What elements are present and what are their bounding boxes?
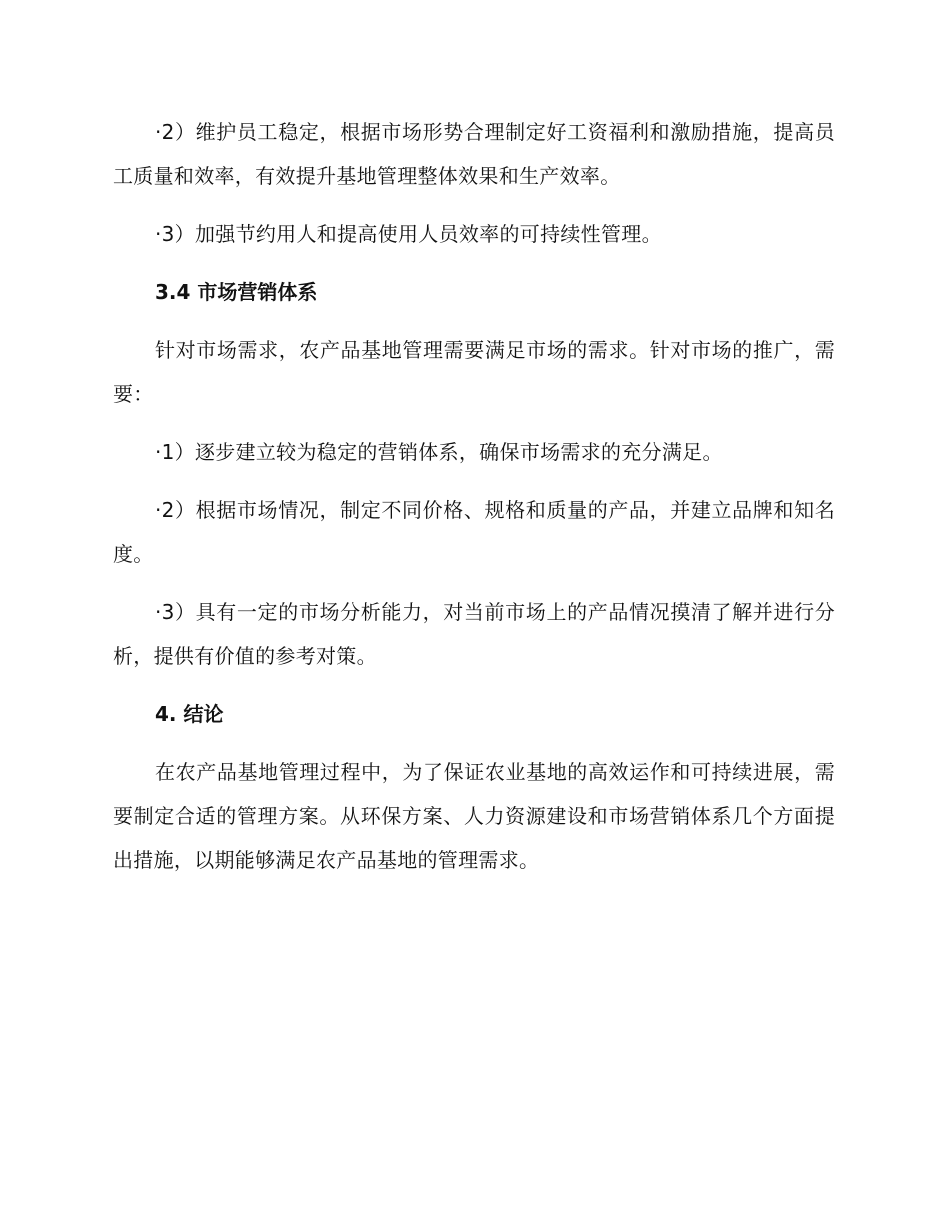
list-item-staff-stability: ·2）维护员工稳定，根据市场形势合理制定好工资福利和激励措施，提高员工质量和效率，有效提升基地管理整体效果和生产效率。 [113,120,835,188]
list-item-staff-efficiency: ·3）加强节约用人和提高使用人员效率的可持续性管理。 [155,222,662,246]
list-item-market-analysis: ·3）具有一定的市场分析能力，对当前市场上的产品情况摸清了解并进行分析，提供有价值的参考对策。 [113,600,835,668]
list-item-product-brand: ·2）根据市场情况，制定不同价格、规格和质量的产品，并建立品牌和知名度。 [113,498,835,566]
list-item-marketing-system: ·1）逐步建立较为稳定的营销体系，确保市场需求的充分满足。 [155,440,723,464]
document-body [113,110,835,896]
paragraph-marketing-intro: 针对市场需求，农产品基地管理需要满足市场的需求。针对市场的推广，需要： [113,338,835,406]
paragraph-conclusion: 在农产品基地管理过程中，为了保证农业基地的高效运作和可持续进展，需要制定合适的管理方案。从环保方案、人力资源建设和市场营销体系几个方面提出措施，以期能够满足农产品基地的管理需求。 [113,760,835,872]
section-heading-conclusion: 4. 结论 [155,702,224,726]
section-heading-marketing: 3.4 市场营销体系 [155,280,318,304]
